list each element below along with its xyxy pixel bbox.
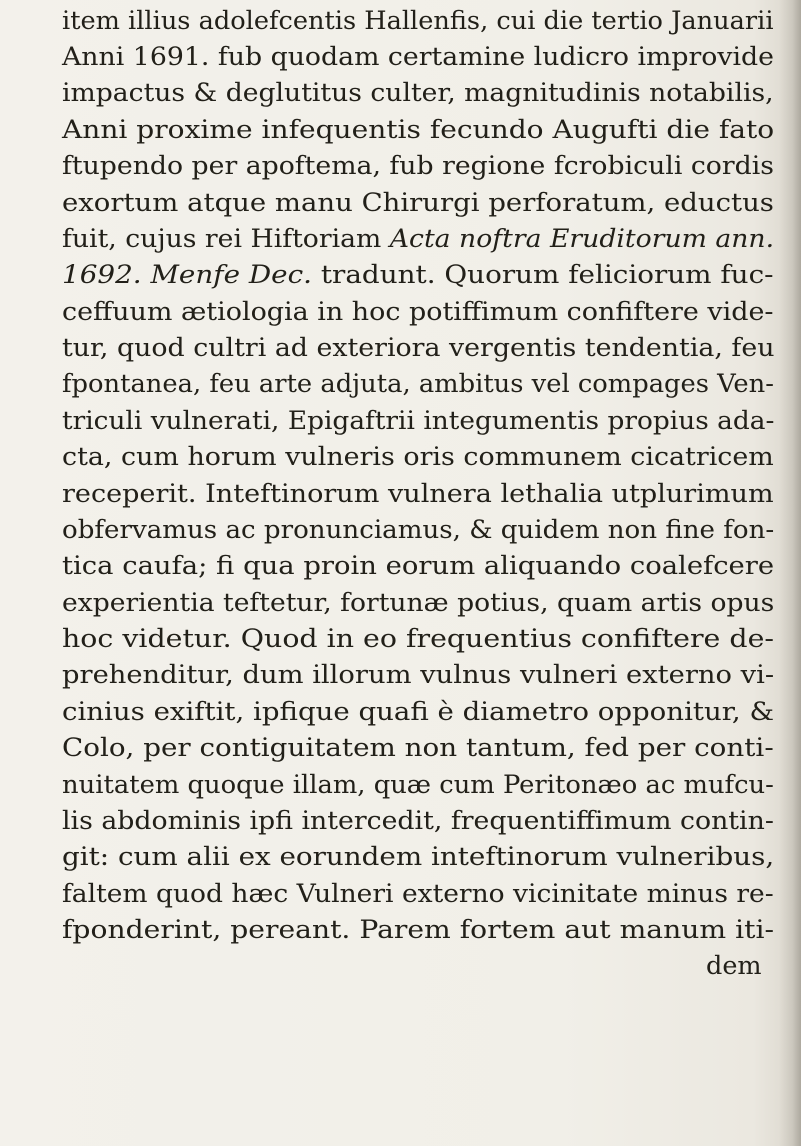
text-span: fuit, cujus rei Hiftoriam <box>62 224 382 254</box>
text-line: faltem quod hæc Vulneri externo vicinitate minus re- <box>62 879 774 909</box>
italic-reference: 1692. Menfe Dec. <box>62 260 313 290</box>
text-line: impactus & deglutitus culter, magnitudinis notabilis, <box>62 78 774 108</box>
page-edge-shadow <box>779 0 801 1146</box>
text-line: exortum atque manu Chirurgi perforatum, eductus <box>62 188 774 218</box>
text-line: obfervamus ac pronunciamus, & quidem non fine fon- <box>62 515 775 545</box>
text-line: fpontanea, feu arte adjuta, ambitus vel compages Ven- <box>62 369 774 399</box>
text-line: nuitatem quoque illam, quæ cum Peritonæo ac mufcu- <box>62 770 774 800</box>
text-line: lis abdominis ipfi intercedit, frequentiffimum contin- <box>62 806 774 836</box>
text-line: hoc videtur. Quod in eo frequentius confiftere de- <box>62 624 774 654</box>
text-line: cta, cum horum vulneris oris communem cicatricem <box>62 442 774 472</box>
text-line: receperit. Inteftinorum vulnera lethalia utplurimum <box>62 479 774 509</box>
text-line: tur, quod cultri ad exteriora vergentis tendentia, feu <box>62 333 775 363</box>
text-line: Colo, per contiguitatem non tantum, fed per conti- <box>62 733 774 763</box>
text-line: Anni 1691. fub quodam certamine ludicro improvide <box>62 42 774 72</box>
text-line <box>62 222 774 256</box>
text-line <box>62 258 774 292</box>
text-line: cinius exiftit, ipfique quafi è diametro opponitur, & <box>62 697 775 727</box>
text-line: prehenditur, dum illorum vulnus vulneri externo vi- <box>62 660 775 690</box>
italic-reference: Acta noftra Eruditorum ann. <box>389 224 775 254</box>
text-line: tica caufa; fi qua proin eorum aliquando coalefcere <box>62 551 775 581</box>
text-line: Anni proxime infequentis fecundo Augufti die fato <box>62 115 775 145</box>
text-line: ceffuum ætiologia in hoc potiffimum confiftere vide- <box>62 297 774 327</box>
text-span: tradunt. Quorum feliciorum fuc- <box>320 260 774 290</box>
text-line: fponderint, pereant. Parem fortem aut manum iti- <box>62 915 775 945</box>
text-line: item illius adolefcentis Hallenfis, cui die tertio Januarii <box>62 6 774 36</box>
text-line: git: cum alii ex eorundem inteftinorum vulneribus, <box>62 842 775 872</box>
text-line: experientia teftetur, fortunæ potius, quam artis opus <box>62 588 775 618</box>
text-line: ftupendo per apoftema, fub regione fcrobiculi cordis <box>62 151 774 181</box>
text-line: triculi vulnerati, Epigaftrii integumentis propius ada- <box>62 406 775 436</box>
text-line: dem <box>706 951 762 981</box>
